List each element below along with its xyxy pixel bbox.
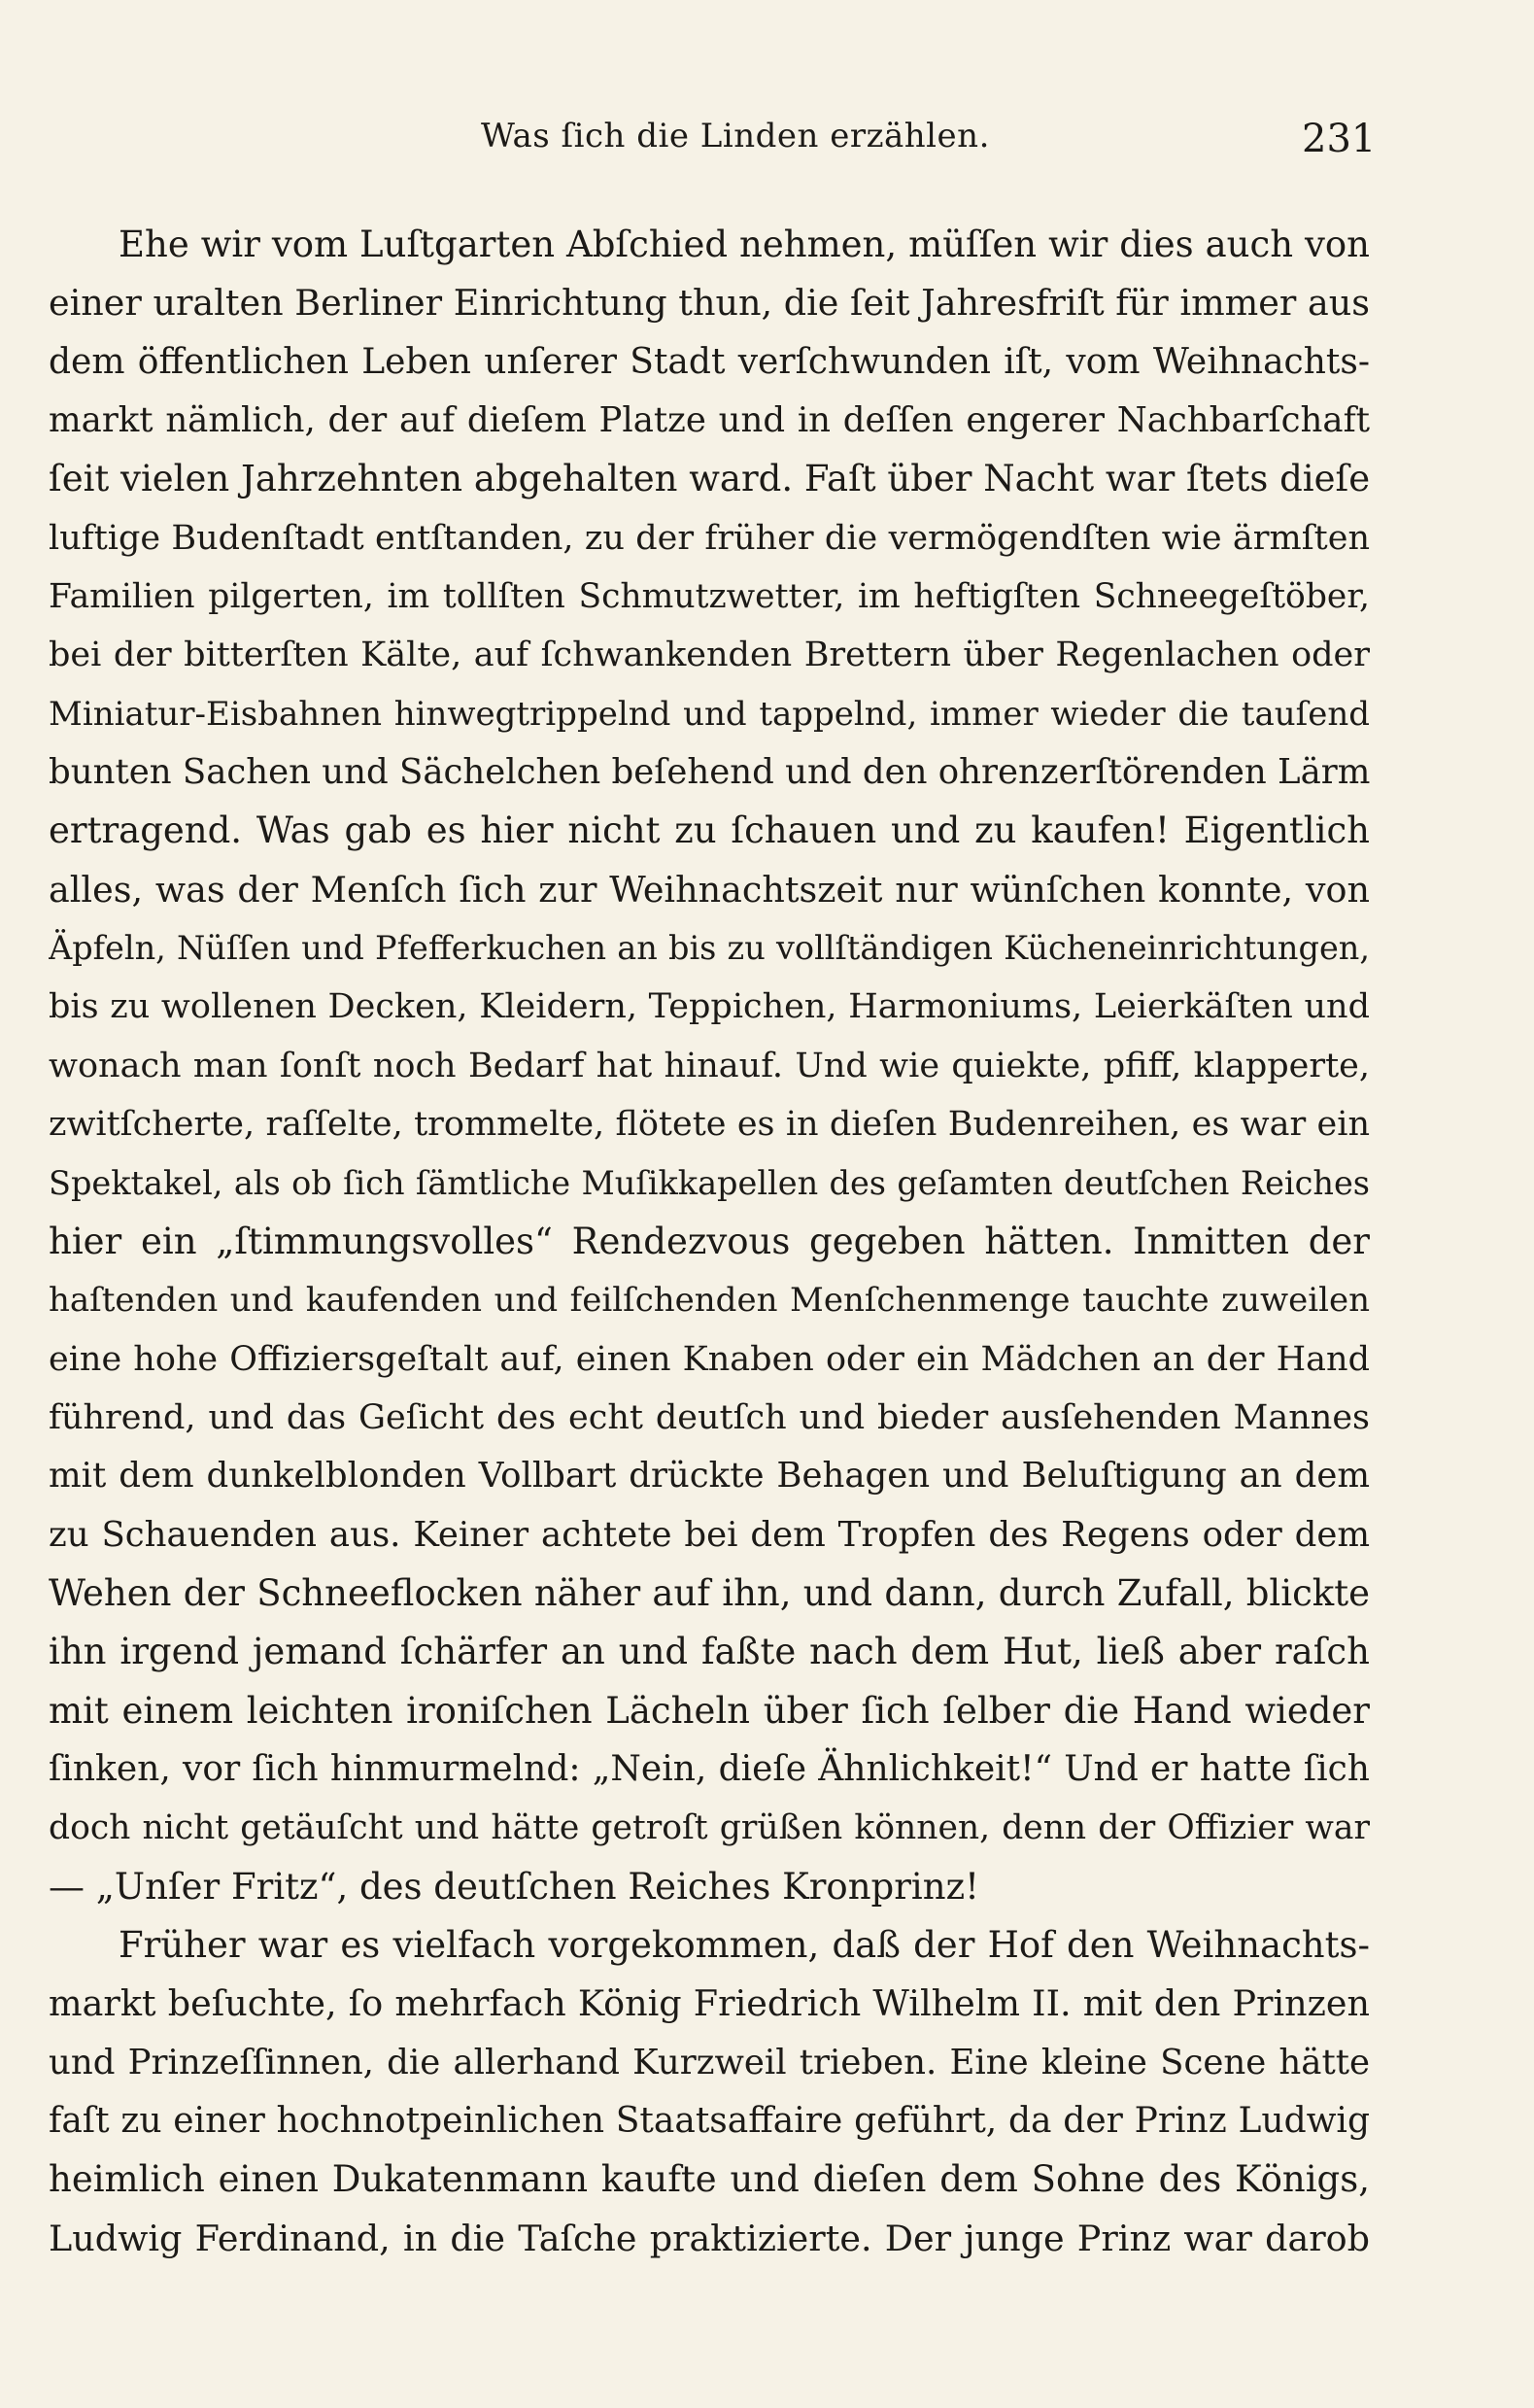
text-line: markt beſuchte, ſo mehrfach König Friedrich Wilhelm II. mit den Prinzen (49, 1982, 1370, 2025)
text-line: und Prinzeſſinnen, die allerhand Kurzweil trieben. Eine kleine Scene hätte (49, 2042, 1370, 2082)
text-line: ſeit vielen Jahrzehnten abgehalten ward. Faſt über Nacht war ſtets dieſe (49, 458, 1370, 500)
text-line: haſtenden und kaufenden und feilſchenden Menſchenmenge tauchte zuweilen (49, 1281, 1370, 1321)
text-line: führend, und das Geſicht des echt deutſch und bieder ausſehenden Mannes (49, 1397, 1370, 1437)
text-line: mit einem leichten ironiſchen Lächeln über ſich ſelber die Hand wieder (49, 1689, 1370, 1732)
text-line: zwitſcherte, raſſelte, trommelte, flötete es in dieſen Budenreihen, es war ein (49, 1105, 1370, 1145)
text-line: Miniatur-Eisbahnen hinwegtrippelnd und tappelnd, immer wieder die tauſend (49, 694, 1370, 734)
text-line: zu Schauenden aus. Keiner achtete bei dem Tropfen des Regens oder dem (49, 1514, 1370, 1555)
text-line: Ehe wir vom Luſtgarten Abſchied nehmen, müſſen wir dies auch von (119, 224, 1370, 265)
text-line: markt nämlich, der auf dieſem Platze und in deſſen engerer Nachbarſchaft (49, 400, 1370, 441)
running-head-title: Was ſich die Linden erzählen. (481, 117, 990, 155)
text-line: ſinken, vor ſich hinmurmelnd: „Nein, dieſe Ähnlichkeit!“ Und er hatte ſich (49, 1748, 1370, 1789)
text-line: luftige Budenſtadt entſtanden, zu der früher die vermögendſten wie ärmſten (49, 518, 1370, 558)
text-line: ertragend. Was gab es hier nicht zu ſchauen und zu kaufen! Eigentlich (49, 809, 1370, 852)
body-text (49, 216, 1370, 2268)
text-line: bis zu wollenen Decken, Kleidern, Teppichen, Harmoniums, Leierkäſten und (49, 987, 1370, 1027)
text-line: alles, was der Menſch ſich zur Weihnachtszeit nur wünſchen konnte, von (49, 868, 1370, 911)
text-line: wonach man ſonſt noch Bedarf hat hinauf. Und wie quiekte, pfiff, klapperte, (49, 1046, 1370, 1085)
text-line: — „Unſer Fritz“, des deutſchen Reiches Kronprinz! (49, 1865, 979, 1908)
text-line: Familien pilgerten, im tollſten Schmutzwetter, im heftigſten Schneegeſtöber, (49, 577, 1370, 617)
text-line: heimlich einen Dukatenmann kaufte und dieſen dem Sohne des Königs, (49, 2158, 1370, 2201)
running-head (0, 117, 1534, 175)
text-line: dem öffentlichen Leben unſerer Stadt verſchwunden iſt, vom Weihnachts- (49, 341, 1370, 382)
text-line: doch nicht getäuſcht und hätte getroſt grüßen können, denn der Offizier war (49, 1808, 1370, 1848)
text-line: bei der bitterſten Kälte, auf ſchwankenden Brettern über Regenlachen oder (49, 636, 1370, 675)
text-line: faſt zu einer hochnotpeinlichen Staatsaffaire geführt, da der Prinz Ludwig (49, 2101, 1370, 2141)
text-line: hier ein „ſtimmungsvolles“ Rendezvous gegeben hätten. Inmitten der (49, 1220, 1370, 1262)
text-line: einer uralten Berliner Einrichtung thun, die ſeit Jahresfriſt für immer aus (49, 282, 1370, 325)
text-line: mit dem dunkelblonden Vollbart drückte Behagen und Beluſtigung an dem (49, 1456, 1370, 1496)
text-line: Früher war es vielfach vorgekommen, daß der Hof den Weihnachts- (119, 1923, 1370, 1966)
text-line: ihn irgend jemand ſchärfer an und faßte nach dem Hut, ließ aber raſch (49, 1631, 1370, 1673)
text-line: bunten Sachen und Sächelchen beſehend und den ohrenzerſtörenden Lärm (49, 752, 1370, 793)
text-line: Wehen der Schneeflocken näher auf ihn, und dann, durch Zufall, blickte (49, 1571, 1370, 1614)
text-line: Ludwig Ferdinand, in die Taſche praktizierte. Der junge Prinz war darob (49, 2217, 1370, 2259)
text-line: eine hohe Offiziersgeſtalt auf, einen Knaben oder ein Mädchen an der Hand (49, 1339, 1370, 1379)
page-number: 231 (1302, 117, 1377, 161)
text-line: Äpfeln, Nüſſen und Pfefferkuchen an bis zu vollſtändigen Kücheneinrichtungen, (49, 929, 1370, 968)
text-line: Spektakel, als ob ſich ſämtliche Muſikkapellen des geſamten deutſchen Reiches (49, 1163, 1370, 1202)
